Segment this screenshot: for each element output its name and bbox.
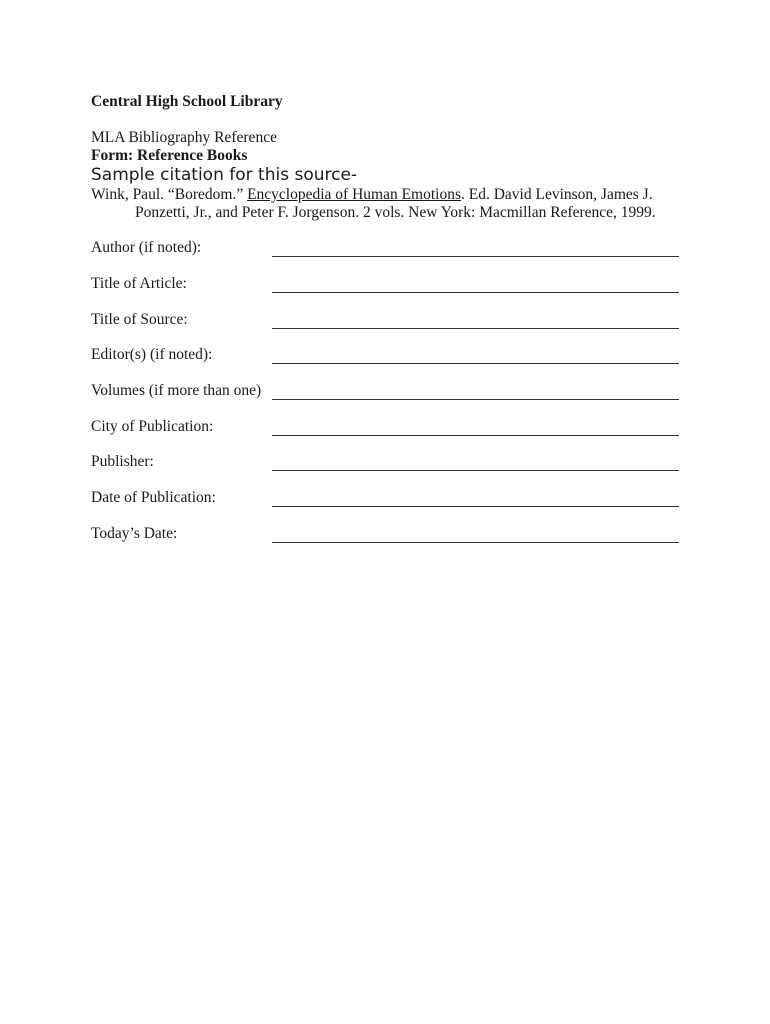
sample-citation-heading: Sample citation for this source-: [91, 165, 358, 185]
sample-citation-line-2: Ponzetti, Jr., and Peter F. Jorgenson. 2 vols. New York: Macmillan Reference, 1999.: [135, 204, 656, 221]
field-row-volumes: [91, 382, 680, 404]
field-label-city-of-publication: City of Publication:: [91, 418, 214, 435]
citation-editors: . Ed. David Levinson, James J.: [461, 186, 653, 203]
todays-date-input-line[interactable]: [272, 542, 679, 543]
field-label-author: Author (if noted):: [91, 239, 202, 256]
field-label-volumes: Volumes (if more than one): [91, 382, 262, 399]
sample-citation-line-1: [91, 186, 653, 204]
author-input-line[interactable]: [272, 256, 679, 257]
title-of-source-input-line[interactable]: [272, 328, 679, 329]
field-row-editors: [91, 346, 680, 368]
form-type-heading: Form: Reference Books: [91, 147, 248, 164]
publisher-input-line[interactable]: [272, 470, 679, 471]
editors-input-line[interactable]: [272, 363, 679, 364]
field-label-title-of-source: Title of Source:: [91, 311, 188, 328]
field-row-todays-date: [91, 525, 680, 547]
citation-author-article: Wink, Paul. “Boredom.”: [91, 186, 248, 203]
field-row-city-of-publication: [91, 418, 680, 440]
title-of-article-input-line[interactable]: [272, 292, 679, 293]
field-label-publisher: Publisher:: [91, 453, 154, 470]
field-label-editors: Editor(s) (if noted):: [91, 346, 213, 363]
field-row-publisher: [91, 453, 680, 475]
library-title: Central High School Library: [91, 93, 283, 110]
field-label-title-of-article: Title of Article:: [91, 275, 187, 292]
field-label-todays-date: Today’s Date:: [91, 525, 178, 542]
volumes-input-line[interactable]: [272, 399, 679, 400]
field-row-title-of-article: [91, 275, 680, 297]
form-subtitle: MLA Bibliography Reference: [91, 129, 277, 146]
field-row-title-of-source: [91, 311, 680, 333]
date-of-publication-input-line[interactable]: [272, 506, 679, 507]
field-label-date-of-publication: Date of Publication:: [91, 489, 216, 506]
field-row-author: [91, 239, 680, 261]
city-of-publication-input-line[interactable]: [272, 435, 679, 436]
field-row-date-of-publication: [91, 489, 680, 511]
citation-source-title: Encyclopedia of Human Emotions: [247, 186, 462, 203]
